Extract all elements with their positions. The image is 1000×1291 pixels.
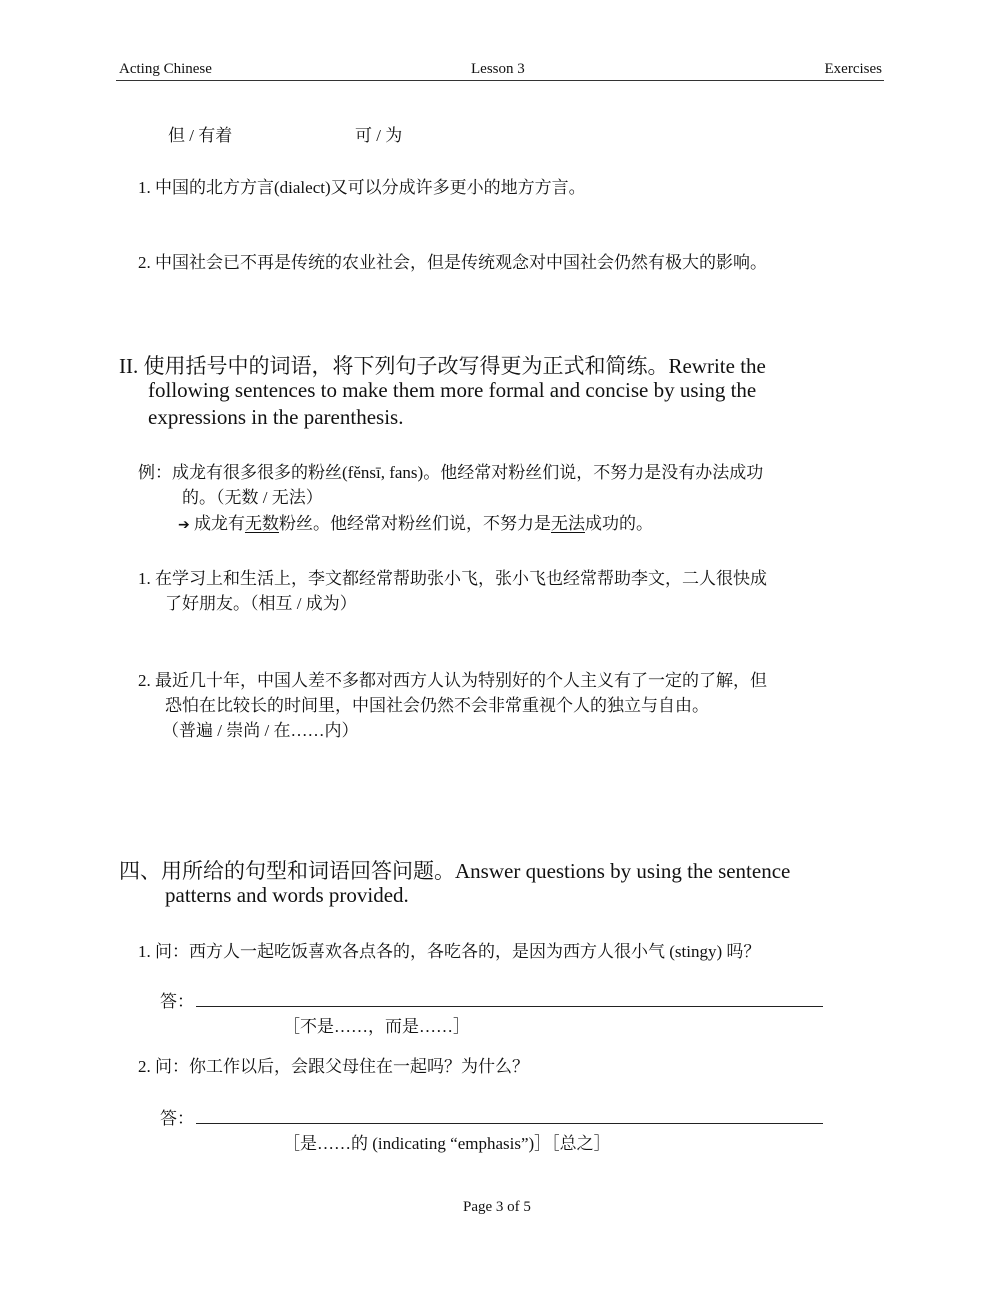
- prev-item-1-text: 中国的北方方言(dialect)又可以分成许多更小的地方方言。: [155, 178, 586, 197]
- header-lesson: Lesson 3: [471, 61, 525, 77]
- answer-2-input[interactable]: [198, 1099, 824, 1123]
- section-4-title-line-1: 四、用所给的句型和词语回答问题。Answer questions by using the sentence: [119, 859, 791, 883]
- example-answer-part-1: 成龙有: [193, 514, 245, 533]
- example-answer-underlined-2: 无法: [550, 514, 585, 533]
- answer-2-label: 答：: [160, 1109, 194, 1128]
- word-bank-pair-1: 但 / 有着: [168, 126, 233, 145]
- arrow-icon: ➔: [178, 517, 190, 533]
- header-section: Exercises: [824, 61, 882, 77]
- question-2-hint: ［是……的 (indicating “emphasis”)］［总之］: [283, 1134, 611, 1153]
- example-answer-part-2: 粉丝。他经常对粉丝们说，不努力是: [278, 514, 551, 533]
- section-2-item-2-line-3: （普遍 / 崇尚 / 在……内）: [162, 721, 359, 740]
- answer-1-label: 答：: [160, 992, 194, 1011]
- prev-item-2-num: 2.: [138, 253, 151, 272]
- example-answer: [178, 509, 653, 534]
- question-2: 2. 问：你工作以后，会跟父母住在一起吗？为什么？: [138, 1057, 529, 1076]
- answer-2-line: [196, 1123, 823, 1124]
- section-2-title-line-3: expressions in the parenthesis.: [148, 405, 404, 429]
- prev-item-2-text: 中国社会已不再是传统的农业社会，但是传统观念对中国社会仍然有极大的影响。: [155, 253, 767, 272]
- example-answer-part-3: 成功的。: [584, 514, 653, 533]
- example-answer-underlined-1: 无数: [244, 514, 279, 533]
- section-2-item-2-line-2: 恐怕在比较长的时间里，中国社会仍然不会非常重视个人的独立与自由。: [165, 696, 709, 715]
- answer-1-input[interactable]: [198, 982, 824, 1006]
- prev-item-2: [138, 248, 767, 273]
- word-bank-pair-2: 可 / 为: [355, 126, 403, 145]
- question-1-hint: ［不是……，而是……］: [283, 1017, 470, 1036]
- page-number: Page 3 of 5: [463, 1199, 531, 1215]
- section-2-item-1-num: 1.: [138, 569, 151, 588]
- section-2-item-2-num: 2.: [138, 671, 151, 690]
- section-2-title-line-1: II. 使用括号中的词语，将下列句子改写得更为正式和简练。Rewrite the: [119, 354, 766, 378]
- example-line-2: 的。（无数 / 无法）: [182, 488, 323, 507]
- example-line-1: 例：成龙有很多很多的粉丝(fěnsī, fans)。他经常对粉丝们说，不努力是没有办法成功: [138, 463, 764, 482]
- answer-1-line: [196, 1006, 823, 1007]
- question-1: 1. 问：西方人一起吃饭喜欢各点各的，各吃各的，是因为西方人很小气 (stingy) 吗？: [138, 942, 761, 961]
- header-course-title: Acting Chinese: [119, 61, 212, 77]
- section-2-item-1-line-1: [138, 564, 767, 589]
- section-4-title-line-2: patterns and words provided.: [165, 883, 409, 907]
- header-divider: [116, 80, 884, 81]
- section-2-item-2-text: 最近几十年，中国人差不多都对西方人认为特别好的个人主义有了一定的了解，但: [155, 671, 767, 690]
- prev-item-1-num: 1.: [138, 178, 151, 197]
- section-2-item-2-line-1: [138, 666, 767, 691]
- section-2-item-1-line-2: 了好朋友。（相互 / 成为）: [165, 594, 357, 613]
- section-2-title-line-2: following sentences to make them more formal and concise by using the: [148, 378, 757, 402]
- section-2-item-1-text: 在学习上和生活上，李文都经常帮助张小飞，张小飞也经常帮助李文，二人很快成: [155, 569, 767, 588]
- prev-item-1: [138, 173, 586, 198]
